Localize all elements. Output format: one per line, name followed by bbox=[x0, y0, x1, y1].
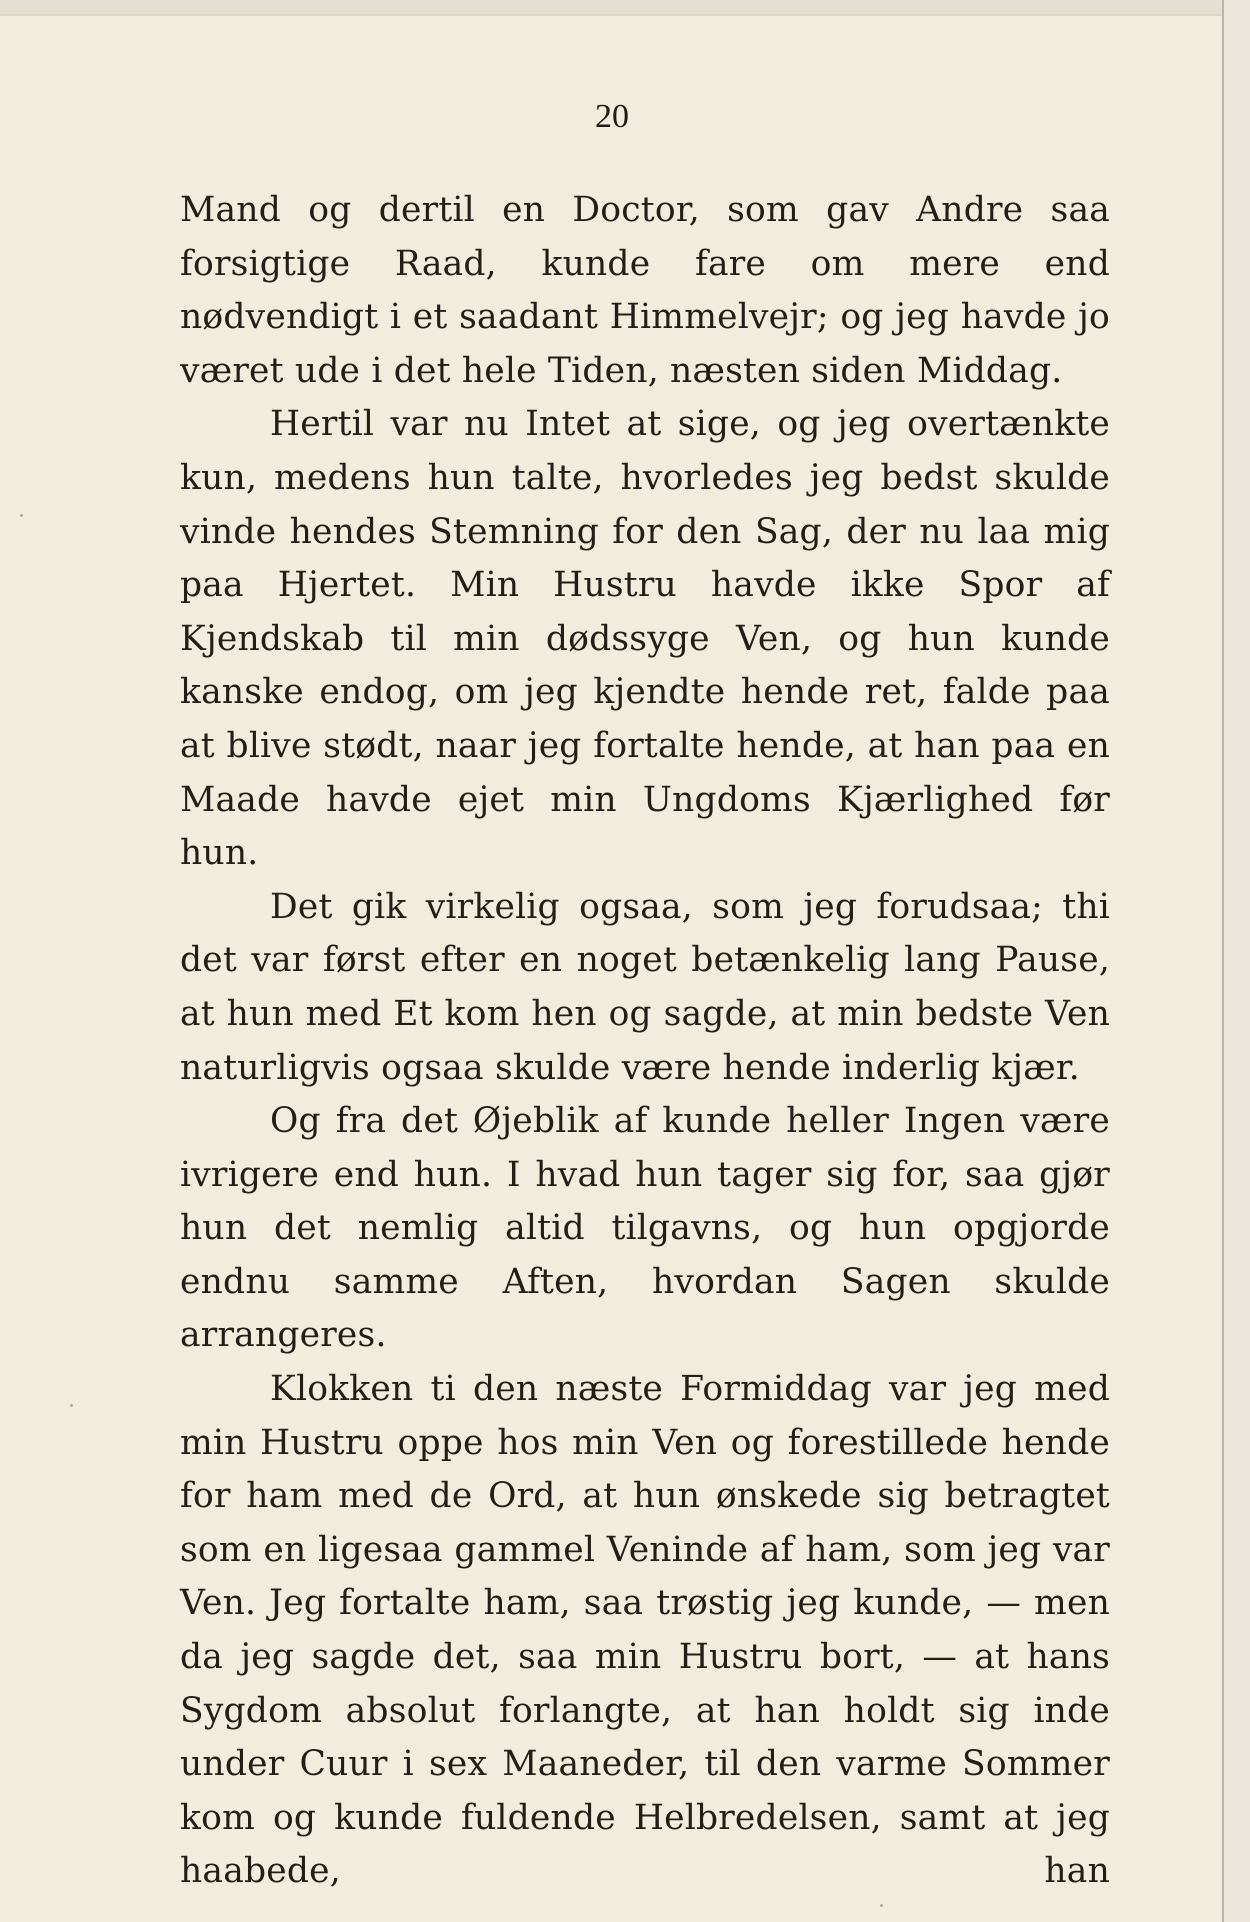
paragraph: Og fra det Øjeblik af kunde heller Ingen være ivrigere end hun. I hvad hun tager sig for, saa gjør hun det nemlig altid tilgavns, og hun opgjorde endnu samme Aften, hvordan Sagen skulde arrangeres. bbox=[180, 1101, 1110, 1356]
paper-speck bbox=[70, 1404, 73, 1407]
paper-speck bbox=[880, 1904, 883, 1907]
body-text bbox=[180, 184, 1110, 1899]
scan-edge bbox=[1222, 0, 1250, 1922]
page-number: 20 bbox=[595, 98, 629, 135]
paragraph: Mand og dertil en Doctor, som gav Andre saa forsigtige Raad, kunde fare om mere end nødvendigt i et saadant Himmelvejr; og jeg havde jo været ude i det hele Tiden, næsten siden Middag. bbox=[180, 190, 1110, 391]
paragraph: Klokken ti den næste Formiddag var jeg med min Hustru oppe hos min Ven og forestillede hende for ham med de Ord, at hun ønskede sig betragtet som en ligesaa gammel Veninde af ham, som jeg var Ven. Jeg fortalte ham, saa trøstig jeg kunde, — men da jeg sagde det, saa min Hustru bort, — at hans Sygdom absolut forlangte, at han holdt sig inde under Cuur i sex Maaneder, til den varme Sommer kom og kunde fuldende Helbredelsen, samt at jeg haabede, han bbox=[180, 1369, 1110, 1892]
paper-speck bbox=[20, 514, 23, 517]
book-page bbox=[0, 14, 1224, 1922]
paragraph: Det gik virkelig ogsaa, som jeg forudsaa; thi det var først efter en noget betænkelig lang Pause, at hun med Et kom hen og sagde, at min bedste Ven naturligvis ogsaa skulde være hende inderlig kjær. bbox=[180, 886, 1110, 1088]
paragraph: Hertil var nu Intet at sige, og jeg overtænkte kun, medens hun talte, hvorledes jeg bedst skulde vinde hendes Stemning for den Sag, der nu laa mig paa Hjertet. Min Hustru havde ikke Spor af Kjendskab til min dødssyge Ven, og hun kunde kanske endog, om jeg kjendte hende ret, falde paa at blive stødt, naar jeg fortalte hende, at han paa en Maade havde ejet min Ungdoms Kjærlighed før hun. bbox=[180, 404, 1110, 874]
